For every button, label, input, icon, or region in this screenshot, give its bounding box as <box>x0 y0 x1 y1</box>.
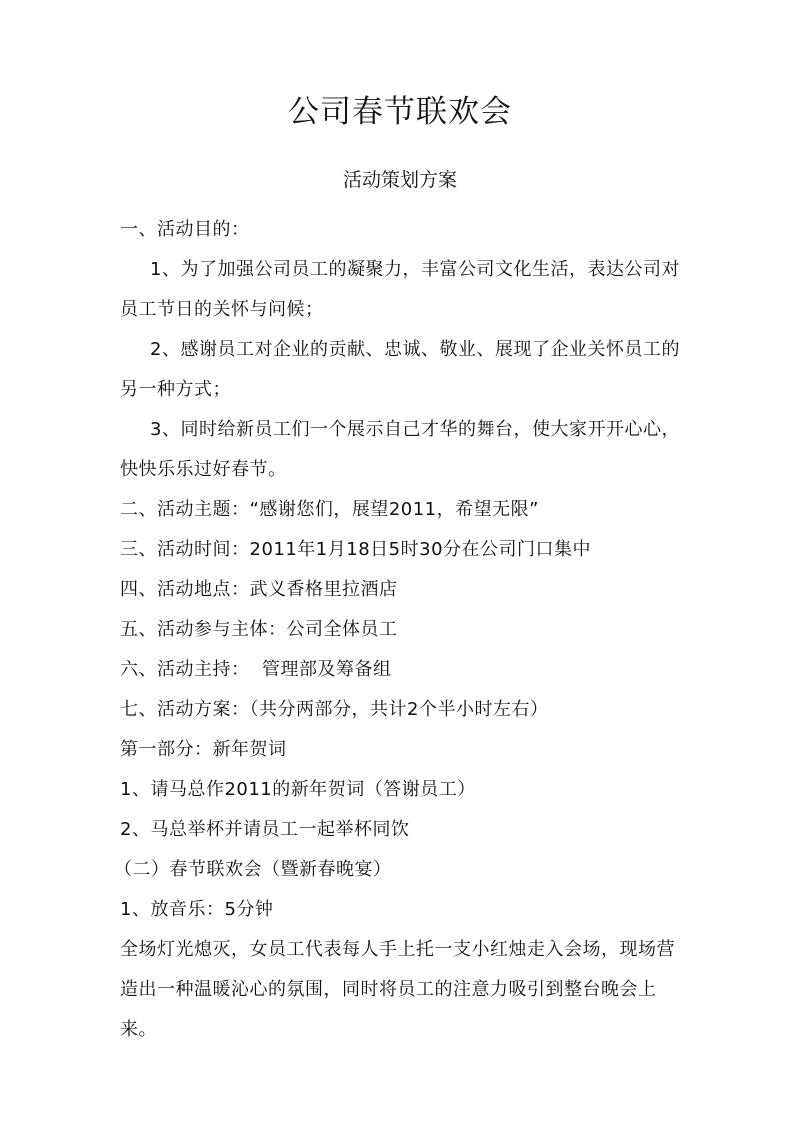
section-heading-plan: 七、活动方案：（共分两部分，共计2个半小时左右） <box>120 699 549 720</box>
paragraph-line: 造出一种温暖沁心的氛围，同时将员工的注意力吸引到整台晚会上 <box>120 979 657 1000</box>
section-heading-location: 四、活动地点：武义香格里拉酒店 <box>120 579 398 600</box>
section-heading-participants: 五、活动参与主体：公司全体员工 <box>120 619 398 640</box>
paragraph-line: 3、同时给新员工们一个展示自己才华的舞台，使大家开开心心， <box>150 419 680 440</box>
part-heading: 第一部分：新年贺词 <box>120 739 287 760</box>
paragraph-line: 来。 <box>120 1019 157 1040</box>
section-heading-purpose: 一、活动目的： <box>120 219 250 240</box>
list-item: 1、放音乐：5分钟 <box>120 899 274 920</box>
paragraph-line: 1、为了加强公司员工的凝聚力，丰富公司文化生活，表达公司对 <box>150 259 680 280</box>
paragraph-line: 2、感谢员工对企业的贡献、忠诚、敬业、展现了企业关怀员工的 <box>150 339 680 360</box>
paragraph-line: 另一种方式； <box>120 379 231 400</box>
paragraph-line: 员工节日的关怀与问候； <box>120 299 324 320</box>
section-heading-theme: 二、活动主题：“感谢您们，展望2011，希望无限” <box>120 499 539 520</box>
section-heading-time: 三、活动时间：2011年1月18日5时30分在公司门口集中 <box>120 539 592 560</box>
list-item: 1、请马总作2011的新年贺词（答谢员工） <box>120 779 476 800</box>
document-title: 公司春节联欢会 <box>288 94 512 130</box>
document-subtitle: 活动策划方案 <box>342 169 457 191</box>
paragraph-line: 快快乐乐过好春节。 <box>120 459 287 480</box>
part-heading: （二）春节联欢会（暨新春晚宴） <box>114 859 392 880</box>
list-item: 2、马总举杯并请员工一起举杯同饮 <box>120 819 410 840</box>
paragraph-line: 全场灯光熄灭，女员工代表每人手上托一支小红烛走入会场，现场营 <box>120 939 675 960</box>
section-heading-host: 六、活动主持： 管理部及筹备组 <box>120 659 392 680</box>
